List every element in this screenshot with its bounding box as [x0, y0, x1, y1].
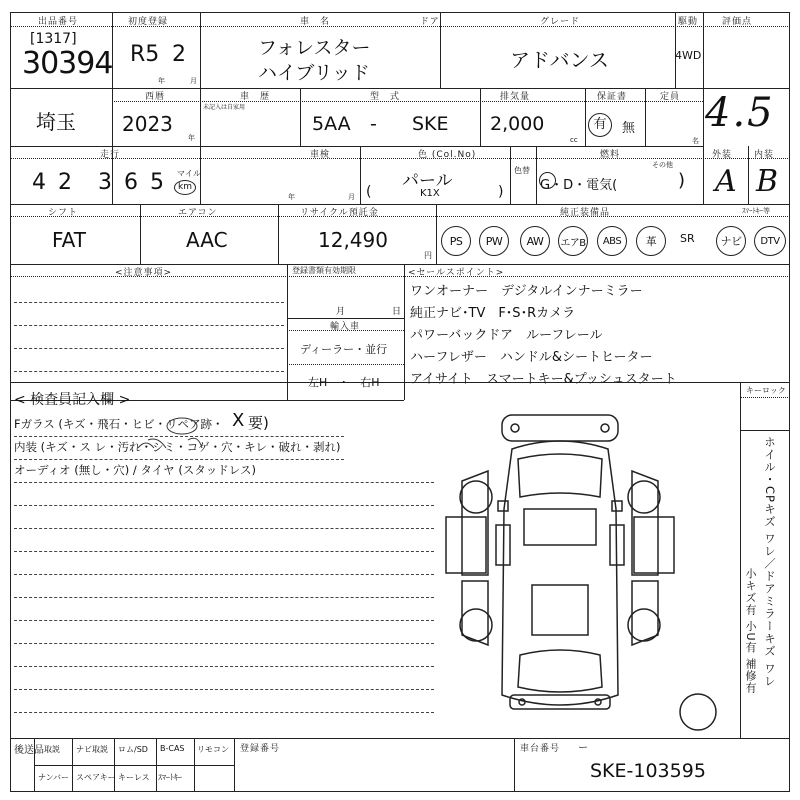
divider — [404, 264, 405, 400]
inspection-line-1-need: 要) — [248, 414, 269, 432]
divider — [278, 204, 279, 264]
car-name-line1: フォレスター — [258, 37, 371, 59]
mileage-label: 走行 — [100, 150, 121, 160]
keylock-label: キーロック — [746, 386, 786, 395]
first-reg-era: R5 — [130, 42, 160, 67]
paren-close: ) — [498, 184, 504, 200]
model-prefix: 5AA — [312, 113, 351, 135]
divider — [72, 738, 73, 792]
color-label: 色 (Col.No) — [418, 150, 477, 160]
year-unit-2: 年 — [188, 134, 195, 142]
chassis-number: SKE-103595 — [590, 760, 706, 782]
divider — [510, 146, 511, 204]
inspection-line — [14, 505, 434, 506]
divider — [645, 88, 646, 146]
warranty-label: 保証書 — [597, 92, 628, 102]
sales-point-1: ワンオーナー デジタルインナーミラー — [410, 284, 643, 299]
divider — [200, 12, 201, 88]
divider — [112, 12, 113, 204]
car-name-line2: ハイブリッド — [258, 62, 370, 84]
inspection-year: 年 — [288, 193, 295, 201]
equip-abs: ABS — [597, 226, 627, 256]
exterior-value: A — [715, 164, 737, 199]
equip-aw: AW — [520, 226, 550, 256]
fuel-value: G・D・電気( — [540, 178, 618, 193]
paren-open: ( — [366, 184, 372, 200]
divider — [34, 765, 234, 766]
mileage-digit-5: 5 — [150, 170, 164, 195]
side-note-1: ホイル・CPキズ ワレ／ドアミラーキズ ワレ — [763, 436, 777, 688]
lot-number: 30394 — [22, 46, 113, 81]
door-label: ドア — [420, 17, 440, 27]
registration-day: 日 — [392, 307, 402, 317]
divider — [440, 12, 441, 88]
reg-number-label: 登録番号 — [240, 744, 281, 754]
year-unit: 年 — [158, 77, 165, 85]
chassis-number-dash: ー — [578, 743, 588, 754]
car-damage-diagram — [440, 405, 680, 735]
footer-item-navi-manual: ナビ取説 — [76, 745, 108, 754]
equip-pw: PW — [479, 226, 509, 256]
footer-item-keyless: キーレス — [118, 773, 150, 782]
fuel-close: ) — [678, 170, 686, 191]
month-unit: 月 — [190, 77, 197, 85]
inspection-line-2: 内装 (キズ・ス レ・汚れ・シミ・コゲ・穴・キレ・破れ・剥れ) — [14, 440, 341, 454]
inspection-line — [14, 551, 434, 552]
capacity-label: 定員 — [660, 92, 681, 102]
grade-value: アドバンス — [510, 48, 609, 72]
spare-tire-icon — [676, 690, 720, 734]
sales-point-3: パワーバックドア ルーフレール — [410, 328, 603, 343]
divider — [194, 738, 195, 792]
mileage-digit-2: 2 — [58, 170, 72, 195]
registration-month: 月 — [336, 307, 346, 317]
handle-value: 左H ・ 右H — [308, 376, 380, 389]
footer-item-remote: リモコン — [197, 745, 229, 754]
inspection-line-3: オーディオ (無し・穴) / タイヤ (スタッドレス) — [14, 463, 256, 477]
side-note-2: 小キズ有 小U有 補修有 — [744, 568, 757, 695]
divider — [10, 204, 790, 205]
divider — [10, 26, 790, 27]
footer-item-rom-sd: ロム/SD — [118, 745, 148, 754]
registration-expiry-label: 登録書類有効期限 — [292, 266, 356, 275]
inspection-line — [14, 643, 434, 644]
caution-line — [14, 371, 284, 372]
lot-code: [1317] — [30, 31, 77, 47]
capacity-unit: 名 — [692, 137, 699, 145]
dealer-value: ディーラー・並行 — [300, 343, 388, 356]
inspection-line — [14, 689, 434, 690]
aircon-value: AAC — [186, 228, 228, 252]
fuel-other-label: その他 — [652, 161, 673, 169]
grade-label: グレード — [540, 17, 581, 27]
divider — [200, 88, 201, 146]
caution-label: <注意事項> — [115, 268, 173, 278]
caution-line — [14, 348, 284, 349]
sales-point-5: アイサイト スマートキー&プッシュスタート — [410, 372, 677, 387]
divider — [10, 216, 790, 217]
divider — [10, 738, 790, 739]
color-value: パール — [402, 171, 453, 191]
equip-sunroof: SR — [680, 232, 695, 245]
divider — [536, 146, 537, 204]
mileage-digit-3: 3 — [98, 170, 112, 195]
inspection-line — [14, 712, 434, 713]
footer-item-plate: ナンバー — [38, 773, 70, 782]
shift-value: FAT — [52, 228, 87, 252]
divider — [287, 364, 404, 365]
fuel-label: 燃料 — [600, 150, 621, 160]
divider — [740, 430, 790, 431]
inspection-line — [14, 666, 434, 667]
inspection-month: 月 — [348, 193, 355, 201]
exterior-label: 外装 — [712, 150, 733, 160]
divider — [585, 88, 586, 146]
equip-ps: PS — [441, 226, 471, 256]
recycle-unit: 円 — [424, 251, 432, 260]
sales-point-2: 純正ナビ･TV F･S･Rカメラ — [410, 306, 576, 321]
recycle-label: リサイクル預託金 — [300, 208, 379, 218]
inspector-title: < 検査員記入欄 > — [14, 392, 131, 408]
equip-dtv: DTV — [754, 226, 786, 256]
sales-point-label: <セールスポイント> — [408, 268, 505, 278]
divider — [360, 146, 361, 204]
mileage-digit-1: 4 — [32, 170, 46, 195]
mileage-unit-mile: マイル — [177, 169, 201, 178]
divider — [140, 204, 141, 264]
year-value: 2023 — [122, 112, 173, 136]
chassis-number-label: 車台番号 — [520, 744, 561, 754]
year-label: 西暦 — [145, 92, 166, 102]
divider — [404, 382, 790, 383]
footer-item-manual: 取説 — [44, 745, 60, 754]
equip-airbag: エアB — [558, 226, 588, 256]
divider — [114, 738, 115, 792]
inspection-line-1-mark: X — [232, 410, 245, 431]
divider — [436, 204, 437, 264]
chassis-note: 未記入は自家用 — [203, 104, 246, 111]
deferred-items-label: 後送品 — [14, 745, 44, 756]
divider — [480, 88, 481, 146]
inspection-date-label: 車検 — [310, 150, 331, 160]
inspection-line — [14, 528, 434, 529]
score-value: 4.5 — [705, 90, 775, 136]
color-code: K1X — [420, 188, 440, 199]
inspection-line-1: Fガラス (キズ・飛石・ヒビ・リペア跡・ — [14, 417, 224, 431]
region-value: 埼玉 — [36, 110, 76, 134]
keyless-label: ｽﾏｰﾄｷｰ等 — [742, 207, 770, 215]
model-code: SKE — [412, 113, 449, 135]
lot-label: 出品番号 — [38, 17, 79, 27]
import-label: 輸入車 — [330, 322, 361, 332]
footer-item-bcas: B-CAS — [160, 744, 185, 753]
car-name-label: 車 名 — [300, 17, 331, 27]
footer-item-spare-key: スペアキー — [76, 773, 116, 782]
displacement-unit: cc — [570, 136, 578, 144]
first-reg-month: 2 — [172, 42, 186, 67]
divider — [740, 382, 741, 738]
inspection-line — [14, 574, 434, 575]
equipment-label: 純正装備品 — [560, 208, 611, 218]
inspection-line — [14, 482, 434, 483]
divider — [10, 158, 790, 159]
drive-label: 駆動 — [678, 17, 699, 27]
displacement-label: 排気量 — [500, 92, 531, 102]
color-change-label: 色替 — [514, 166, 530, 175]
interior-value: B — [756, 164, 779, 199]
mileage-unit-km: km — [174, 180, 196, 195]
divider — [740, 397, 790, 398]
aircon-label: エアコン — [178, 208, 218, 218]
model-dash: - — [370, 113, 377, 135]
divider — [287, 264, 288, 400]
first-reg-label: 初度登録 — [128, 17, 169, 27]
footer-item-smartkey: ｽﾏｰﾄｷｰ — [158, 773, 182, 782]
caution-line — [14, 302, 284, 303]
drive-value: 4WD — [675, 49, 702, 62]
equip-navi: ナビ — [716, 226, 746, 256]
divider — [300, 88, 301, 146]
inspection-line — [14, 597, 434, 598]
mileage-digit-4: 6 — [124, 170, 138, 195]
recycle-value: 12,490 — [318, 228, 388, 252]
divider — [748, 146, 749, 204]
shift-label: シフト — [48, 208, 79, 218]
equip-leather: 革 — [636, 226, 666, 256]
interior-label: 内装 — [754, 150, 775, 160]
divider — [514, 738, 515, 792]
warranty-yes: 有 — [588, 113, 612, 137]
divider — [703, 12, 704, 204]
warranty-no: 無 — [622, 121, 636, 136]
handwritten-marks — [110, 410, 310, 460]
displacement-value: 2,000 — [490, 113, 545, 135]
divider — [156, 738, 157, 792]
divider — [234, 738, 235, 792]
sales-point-4: ハーフレザー ハンドル&シートヒーター — [410, 350, 653, 365]
model-label: 型 式 — [370, 92, 401, 102]
fuel-gasoline-circle — [539, 172, 556, 189]
inspection-line — [14, 620, 434, 621]
chassis-label: 車 歴 — [240, 92, 271, 102]
caution-line — [14, 325, 284, 326]
score-label: 評価点 — [722, 17, 753, 27]
